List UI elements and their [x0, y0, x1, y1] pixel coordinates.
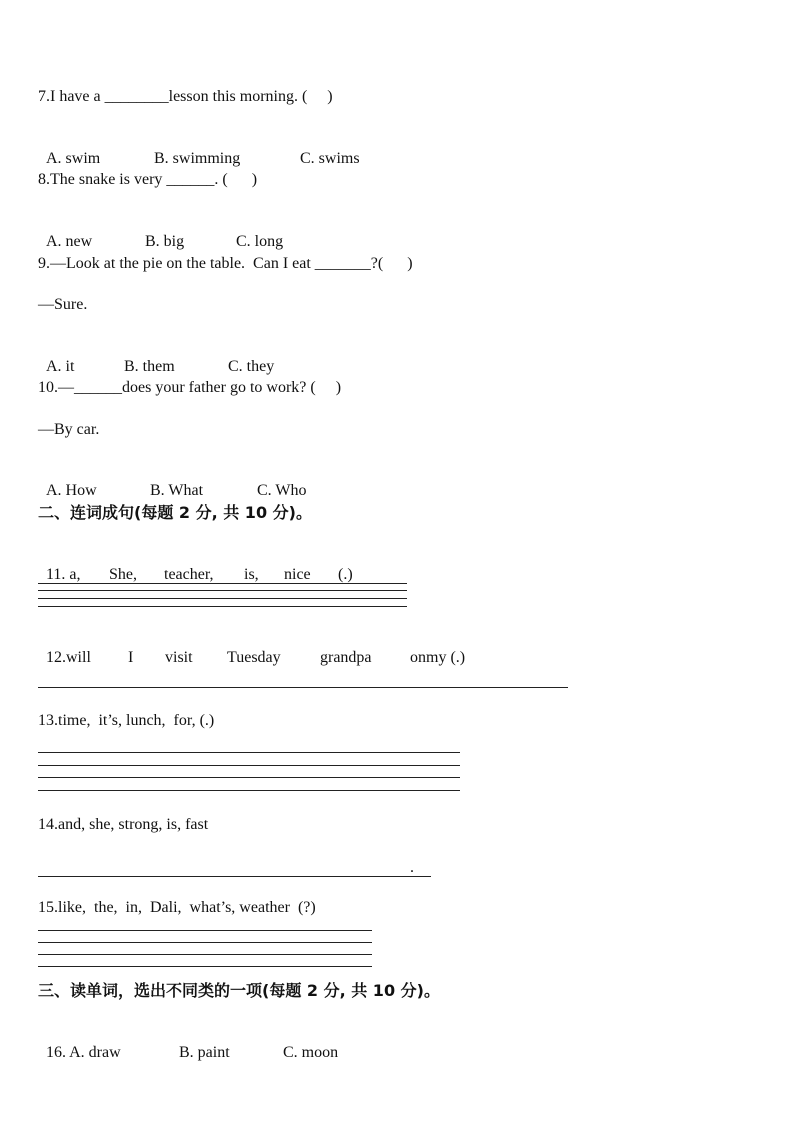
word: 12.will — [46, 649, 91, 666]
answer-line[interactable] — [38, 752, 460, 753]
word: is, — [244, 566, 259, 583]
section-3-title: 三、读单词，选出不同类的一项(每题 2 分, 共 10 分)。 — [38, 981, 440, 1000]
answer-line[interactable] — [38, 687, 568, 688]
option-a: 16. A. draw — [46, 1044, 121, 1061]
question-8-options — [38, 212, 283, 252]
question-12 — [38, 628, 465, 668]
answer-line[interactable] — [38, 583, 407, 584]
word: visit — [165, 649, 193, 666]
option-b: B. swimming — [154, 150, 241, 167]
answer-line[interactable] — [38, 598, 407, 599]
question-14: 14.and, she, strong, is, fast — [38, 816, 209, 833]
answer-line[interactable] — [38, 606, 407, 607]
option-c: C. moon — [283, 1044, 339, 1061]
option-a: A. swim — [46, 150, 101, 167]
word: I — [128, 649, 134, 666]
answer-line[interactable] — [38, 790, 460, 791]
word: (.) — [338, 566, 353, 583]
question-10-answer: —By car. — [38, 421, 100, 438]
question-11 — [38, 545, 353, 585]
section-2-title: 二、连词成句(每题 2 分, 共 10 分)。 — [38, 503, 312, 522]
question-9: 9.—Look at the pie on the table. Can I eat _______?( ) — [38, 255, 413, 272]
option-c: C. long — [236, 233, 284, 250]
answer-line[interactable] — [38, 876, 431, 877]
word: teacher, — [164, 566, 214, 583]
word: nice — [284, 566, 311, 583]
answer-line[interactable] — [38, 590, 407, 591]
word: 11. a, — [46, 566, 81, 583]
question-9-answer: —Sure. — [38, 296, 88, 313]
question-15: 15.like, the, in, Dali, what’s, weather (?) — [38, 899, 316, 916]
question-9-options — [38, 337, 274, 377]
word: grandpa — [320, 649, 372, 666]
option-b: B. big — [145, 233, 185, 250]
option-c: C. Who — [257, 482, 307, 499]
word: onmy (.) — [410, 649, 466, 666]
question-10: 10.—______does your father go to work? ( ) — [38, 379, 342, 396]
answer-line[interactable] — [38, 930, 372, 931]
question-10-options — [38, 461, 306, 501]
question-8: 8.The snake is very ______. ( ) — [38, 171, 258, 188]
answer-line[interactable] — [38, 765, 460, 766]
question-16-options — [38, 1023, 338, 1063]
answer-line[interactable] — [38, 942, 372, 943]
answer-line[interactable] — [38, 777, 460, 778]
word: She, — [109, 566, 137, 583]
question-7-options — [38, 129, 360, 169]
end-mark: . — [410, 859, 414, 876]
word: Tuesday — [227, 649, 281, 666]
question-7: 7.I have a ________lesson this morning. ( ) — [38, 88, 333, 105]
option-b: B. them — [124, 358, 175, 375]
option-a: A. How — [46, 482, 97, 499]
option-c: C. swims — [300, 150, 360, 167]
option-a: A. new — [46, 233, 93, 250]
option-b: B. paint — [179, 1044, 230, 1061]
answer-line[interactable] — [38, 954, 372, 955]
option-c: C. they — [228, 358, 275, 375]
question-13: 13.time, it’s, lunch, for, (.) — [38, 712, 215, 729]
option-b: B. What — [150, 482, 204, 499]
answer-line[interactable] — [38, 966, 372, 967]
option-a: A. it — [46, 358, 75, 375]
